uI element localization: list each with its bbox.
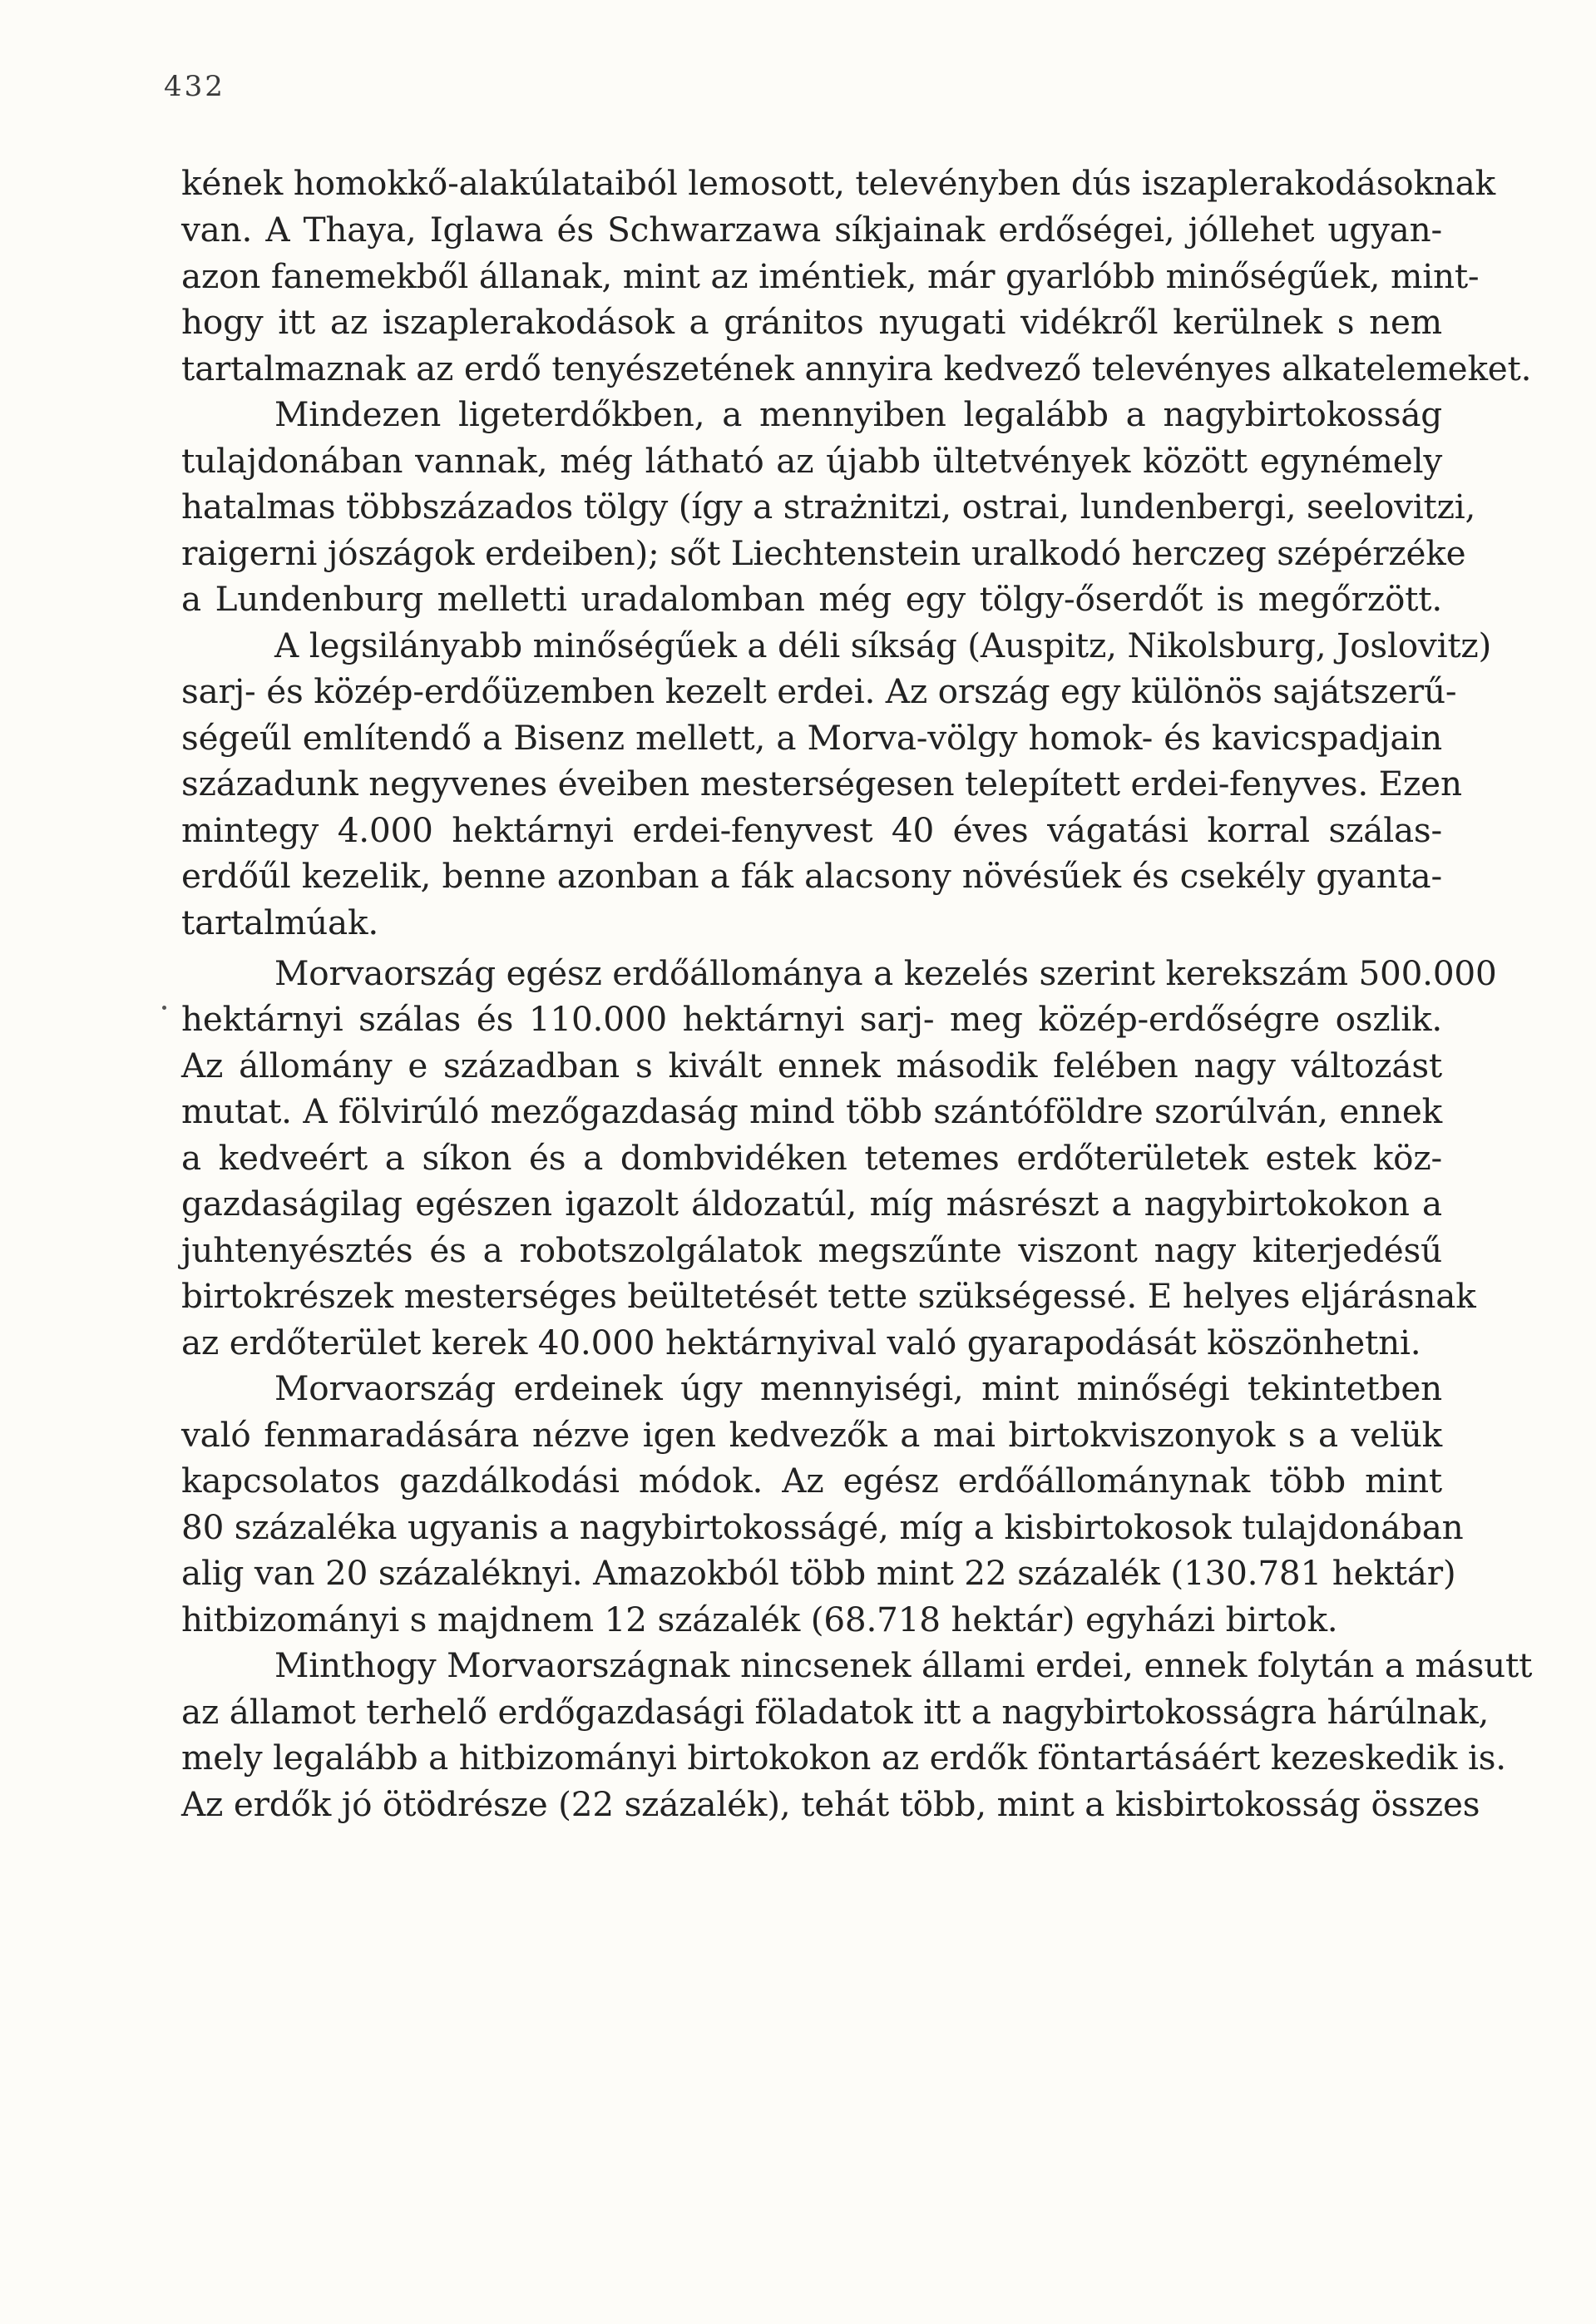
text-line: hitbizományi s majdnem 12 százalék (68.718 hektár) egyházi birtok.: [181, 1600, 1338, 1639]
text-line: mely legalább a hitbizományi birtokokon az erdők föntartásáért kezeskedik is.: [181, 1738, 1506, 1778]
text-line: századunk negyvenes éveiben mesterségesen telepített erdei-fenyves. Ezen: [181, 764, 1462, 804]
text-line: Morvaország erdeinek úgy mennyiségi, mint minőségi tekintetben: [274, 1368, 1442, 1408]
text-line: hatalmas többszázados tölgy (így a strażnitzi, ostrai, lundenbergi, seelovitzi,: [181, 487, 1476, 527]
text-line: azon fanemekből állanak, mint az iméntiek, már gyarlóbb minőségűek, mint-: [181, 256, 1480, 296]
text-line: Morvaország egész erdőállománya a kezelés szerint kerekszám 500.000: [274, 953, 1497, 993]
text-line: az államot terhelő erdőgazdasági föladatok itt a nagybirtokosságra hárúlnak,: [181, 1692, 1490, 1732]
text-line: hogy itt az iszaplerakodások a gránitos nyugati vidékről kerülnek s nem: [181, 302, 1442, 342]
text-line: Mindezen ligeterdőkben, a mennyiben legalább a nagybirtokosság: [274, 394, 1442, 434]
text-line: tartalmaznak az erdő tenyészetének annyira kedvező televényes alkatelemeket.: [181, 349, 1532, 388]
text-line: alig van 20 százaléknyi. Amazokból több mint 22 százalék (130.781 hektár): [181, 1553, 1456, 1593]
text-line: mutat. A fölvirúló mezőgazdaság mind több szántóföldre szorúlván, ennek: [181, 1091, 1442, 1131]
page-number: 432: [164, 70, 225, 103]
text-line: kének homokkő-alakúlataiból lemosott, televényben dús iszaplerakodásoknak: [181, 163, 1495, 203]
text-line: A legsilányabb minőségűek a déli síkság (Auspitz, Nikolsburg, Joslovitz): [274, 626, 1492, 665]
text-line: tulajdonában vannak, még látható az újabb ültetvények között egynémely: [181, 441, 1442, 481]
text-line: gazdaságilag egészen igazolt áldozatúl, míg másrészt a nagybirtokokon a: [181, 1184, 1442, 1224]
text-line: Az állomány e században s kivált ennek második felében nagy változást: [181, 1046, 1442, 1085]
text-line: birtokrészek mesterséges beültetését tette szükségessé. E helyes eljárásnak: [181, 1276, 1476, 1316]
text-line: ségeűl említendő a Bisenz mellett, a Morva-völgy homok- és kavicspadjain: [181, 718, 1442, 758]
text-line: Minthogy Morvaországnak nincsenek állami erdei, ennek folytán a másutt: [274, 1645, 1533, 1685]
text-line: erdőűl kezelik, benne azonban a fák alacsony növésűek és csekély gyanta-: [181, 856, 1442, 896]
text-line: tartalmúak.: [181, 902, 379, 942]
margin-mark: [162, 1006, 166, 1010]
text-line: raigerni jószágok erdeiben); sőt Liechtenstein uralkodó herczeg szépérzéke: [181, 533, 1466, 573]
text-line: sarj- és közép-erdőüzemben kezelt erdei. Az ország egy különös sajátszerű-: [181, 671, 1457, 711]
text-line: az erdőterület kerek 40.000 hektárnyival való gyarapodását köszönhetni.: [181, 1323, 1421, 1362]
text-line: kapcsolatos gazdálkodási módok. Az egész erdőállománynak több mint: [181, 1461, 1442, 1501]
text-line: van. A Thaya, Iglawa és Schwarzawa síkjainak erdőségei, jóllehet ugyan-: [181, 210, 1442, 250]
text-line: juhtenyésztés és a robotszolgálatok megszűnte viszont nagy kiterjedésű: [181, 1230, 1442, 1270]
text-line: 80 százaléka ugyanis a nagybirtokosságé, míg a kisbirtokosok tulajdonában: [181, 1507, 1464, 1547]
text-line: a kedveért a síkon és a dombvidéken tetemes erdőterületek estek köz-: [181, 1138, 1442, 1178]
text-line: Az erdők jó ötödrésze (22 százalék), tehát több, mint a kisbirtokosság összes: [181, 1784, 1480, 1824]
text-line: való fenmaradására nézve igen kedvezők a mai birtokviszonyok s a velük: [181, 1415, 1442, 1455]
text-line: hektárnyi szálas és 110.000 hektárnyi sarj- meg közép-erdőségre oszlik.: [181, 999, 1442, 1039]
text-line: a Lundenburg melletti uradalomban még egy tölgy-őserdőt is megőrzött.: [181, 579, 1442, 619]
text-line: mintegy 4.000 hektárnyi erdei-fenyvest 40 éves vágatási korral szálas-: [181, 810, 1442, 850]
